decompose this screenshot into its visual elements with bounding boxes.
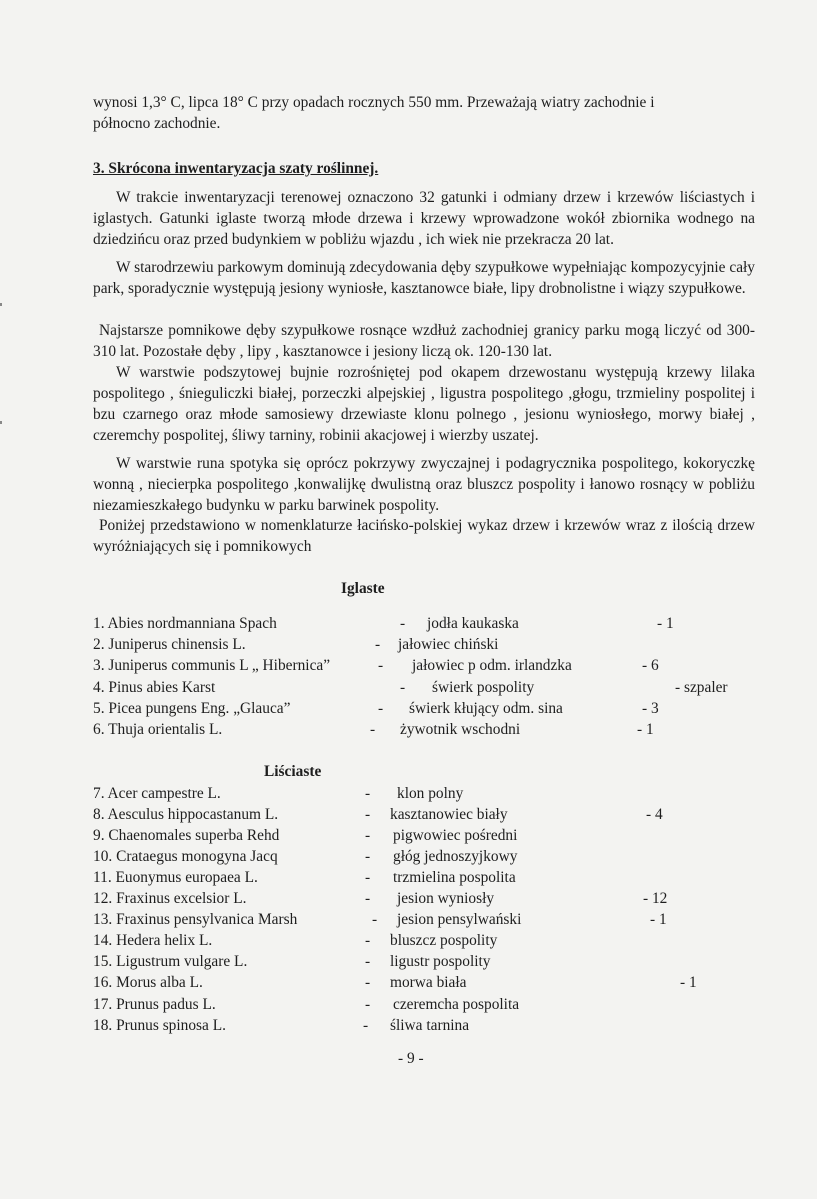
paragraph-3: Najstarsze pomnikowe dęby szypułkowe rosnące wzdłuż zachodniej granicy parku mogą liczyć od 300- 310 lat. Pozostałe dęby , lipy , kasztanowce i jesiony liczą ok. 120-130 lat. [93, 322, 755, 360]
dash: - [400, 679, 406, 696]
scan-edge-mark [0, 421, 2, 424]
species-row [0, 1015, 817, 1036]
polish-name: śliwa tarnina [390, 1017, 470, 1034]
polish-name: świerk pospolity [432, 679, 535, 696]
polish-name: żywotnik wschodni [400, 721, 521, 738]
dash: - [365, 890, 371, 907]
dash: - [378, 700, 384, 717]
count: - 4 [646, 806, 663, 823]
species-row [0, 867, 817, 888]
latin-name: 2. Juniperus chinensis L. [93, 636, 246, 653]
dash: - [365, 869, 371, 886]
dash: - [378, 657, 384, 674]
count: - 1 [680, 974, 697, 991]
polish-name: klon polny [397, 785, 464, 802]
latin-name: 18. Prunus spinosa L. [93, 1017, 226, 1034]
species-row [0, 825, 817, 846]
dash: - [365, 785, 371, 802]
species-row [0, 698, 817, 719]
paragraph-2: W starodrzewiu parkowym dominują zdecydowania dęby szypułkowe wypełniając kompozycyjnie cały park, sporadycznie występują jesiony wyniosłe, kasztanowce białe, lipy drobnolistne i wiązy szypułkowe. [93, 259, 755, 297]
dash: - [400, 615, 406, 632]
polish-name: morwa biała [390, 974, 467, 991]
count: - 6 [642, 657, 659, 674]
latin-name: 3. Juniperus communis L „ Hibernica” [93, 657, 331, 674]
latin-name: 6. Thuja orientalis L. [93, 721, 223, 738]
count: - 3 [642, 700, 659, 717]
dash: - [365, 806, 371, 823]
paragraph-1: W trakcie inwentaryzacji terenowej oznaczono 32 gatunki i odmiany drzew i krzewów liściastych i iglastych. Gatunki iglaste tworzą młode drzewa i krzewy wprowadzone wokół zbiornika wodnego na dziedzińcu oraz przed budynkiem w pobliżu wjazdu , ich wiek nie przekracza 20 lat. [93, 189, 755, 248]
count: - 1 [637, 721, 654, 738]
polish-name: jesion wyniosły [397, 890, 495, 907]
species-row [0, 972, 817, 993]
species-row [0, 930, 817, 951]
dash: - [365, 953, 371, 970]
dash: - [365, 932, 371, 949]
dash: - [365, 827, 371, 844]
count: - szpaler [675, 679, 728, 696]
latin-name: 14. Hedera helix L. [93, 932, 213, 949]
species-row [0, 677, 817, 698]
latin-name: 4. Pinus abies Karst [93, 679, 216, 696]
paragraph-4: W warstwie podszytowej bujnie rozrośniętej pod okapem drzewostanu występują krzewy lilaka pospolitego , śnieguliczki białej, porzeczki alpejskiej , ligustra pospolitego ,głogu, trzmieliny pospolitej i bzu czarnego oraz młode samosiewy drzewiaste klonu polnego , jesionu wyniosłego, morwy białej , czeremchy pospolitej, śliwy tarniny, robinii akacjowej i wierzby uszatej. [93, 364, 755, 444]
polish-name: głóg jednoszyjkowy [393, 848, 518, 865]
page-number: - 9 - [398, 1050, 424, 1067]
paragraph-5: W warstwie runa spotyka się oprócz pokrzywy zwyczajnej i podagrycznika pospolitego, kokoryczkę wonną , niecierpka pospolitego ,konwalijkę dwulistną oraz bluszcz pospolity i łanowo rosnący w pobliżu niezamieszkałego budynku w parku barwinek pospolity. [93, 455, 755, 514]
latin-name: 17. Prunus padus L. [93, 996, 216, 1013]
species-row [0, 655, 817, 676]
dash: - [365, 848, 371, 865]
species-row [0, 634, 817, 655]
polish-name: kasztanowiec biały [390, 806, 508, 823]
polish-name: pigwowiec pośredni [393, 827, 518, 844]
polish-name: trzmielina pospolita [393, 869, 516, 886]
polish-name: ligustr pospolity [390, 953, 491, 970]
polish-name: czeremcha pospolita [393, 996, 520, 1013]
dash: - [365, 974, 371, 991]
intro-line-1: wynosi 1,3° C, lipca 18° C przy opadach rocznych 550 mm. Przeważają wiatry zachodnie i [93, 94, 655, 111]
section-title-lisciaste: Liściaste [264, 763, 322, 780]
species-row [0, 951, 817, 972]
section-title-iglaste: Iglaste [341, 580, 385, 597]
species-row [0, 994, 817, 1015]
polish-name: jałowiec chiński [398, 636, 499, 653]
species-row [0, 909, 817, 930]
polish-name: świerk kłujący odm. sina [409, 700, 563, 717]
species-row [0, 719, 817, 740]
count: - 12 [643, 890, 668, 907]
polish-name: bluszcz pospolity [390, 932, 498, 949]
species-row [0, 804, 817, 825]
latin-name: 16. Morus alba L. [93, 974, 203, 991]
paragraph-6: Poniżej przedstawiono w nomenklaturze łacińsko-polskiej wykaz drzew i krzewów wraz z ilością drzew wyróżniających się i pomnikowych [93, 517, 755, 555]
latin-name: 12. Fraxinus excelsior L. [93, 890, 247, 907]
species-row [0, 888, 817, 909]
latin-name: 13. Fraxinus pensylvanica Marsh [93, 911, 298, 928]
latin-name: 11. Euonymus europaea L. [93, 869, 258, 886]
latin-name: 8. Aesculus hippocastanum L. [93, 806, 279, 823]
dash: - [375, 636, 381, 653]
count: - 1 [650, 911, 667, 928]
scan-edge-mark [0, 303, 2, 306]
polish-name: jodła kaukaska [427, 615, 519, 632]
count: - 1 [657, 615, 674, 632]
polish-name: jesion pensylwański [397, 911, 522, 928]
dash: - [365, 996, 371, 1013]
dash: - [372, 911, 378, 928]
latin-name: 5. Picea pungens Eng. „Glauca” [93, 700, 291, 717]
dash: - [370, 721, 376, 738]
latin-name: 1. Abies nordmanniana Spach [93, 615, 277, 632]
species-row [0, 846, 817, 867]
section-heading: 3. Skrócona inwentaryzacja szaty roślinnej. [93, 160, 379, 177]
dash: - [363, 1017, 369, 1034]
intro-line-2: północno zachodnie. [93, 115, 221, 132]
species-row [0, 613, 817, 634]
latin-name: 10. Crataegus monogyna Jacq [93, 848, 278, 865]
latin-name: 7. Acer campestre L. [93, 785, 221, 802]
latin-name: 15. Ligustrum vulgare L. [93, 953, 248, 970]
latin-name: 9. Chaenomales superba Rehd [93, 827, 280, 844]
species-row [0, 783, 817, 804]
polish-name: jałowiec p odm. irlandzka [412, 657, 572, 674]
